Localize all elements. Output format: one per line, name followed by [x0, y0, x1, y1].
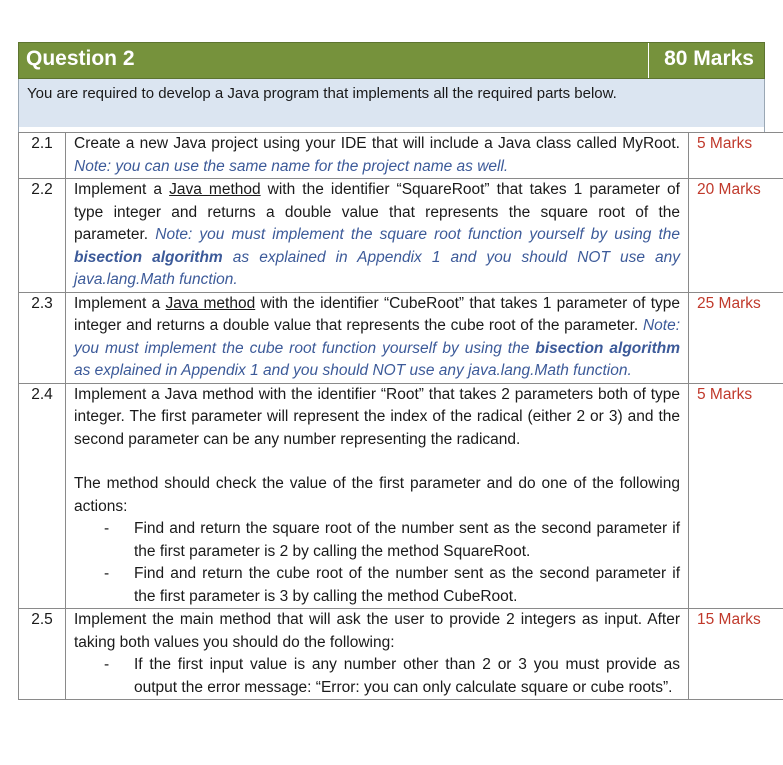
- java-method-link[interactable]: Java method: [165, 294, 256, 312]
- list-item: [104, 563, 680, 608]
- part-marks: 20 Marks: [689, 179, 783, 293]
- part-text: Create a new Java project using your IDE that will include a Java class called MyRoot.: [74, 135, 680, 152]
- part-note: Note: you can use the same name for the project name as well.: [74, 157, 509, 175]
- action-list: [74, 518, 680, 608]
- part-number: 2.5: [19, 609, 66, 700]
- note-emphasis: bisection algorithm: [535, 339, 680, 357]
- part-paragraph: Implement the main method that will ask the user to provide 2 integers as input. After taking both values you should do the following:: [74, 611, 680, 651]
- part-description: [66, 383, 689, 609]
- question-header: [18, 42, 765, 79]
- part-number: 2.4: [19, 383, 66, 609]
- part-number: 2.3: [19, 292, 66, 383]
- part-description: [66, 609, 689, 700]
- part-paragraph: The method should check the value of the first parameter and do one of the following actions:: [74, 475, 680, 515]
- part-marks: 25 Marks: [689, 292, 783, 383]
- list-item-text: Find and return the square root of the number sent as the second parameter if the first parameter is 2 by calling the method SquareRoot.: [134, 520, 680, 560]
- part-marks: 5 Marks: [689, 383, 783, 609]
- question-title: Question 2: [26, 47, 135, 70]
- dash-bullet: -: [104, 520, 110, 537]
- table-row: [19, 383, 783, 609]
- table-row: [19, 609, 783, 700]
- question-frame: [18, 42, 765, 700]
- part-text-post: with the identifier “CubeRoot” that takes 1 parameter of type integer and returns a double value that represents the cube root of the parameter.: [74, 294, 681, 334]
- note-start: Note: you must implement the cube root function yourself by using the: [74, 317, 681, 357]
- part-text-pre: Implement a: [74, 181, 163, 198]
- list-item-text: Find and return the cube root of the number sent as the second parameter if the first parameter is 3 by calling the method CubeRoot.: [134, 565, 680, 605]
- list-item: [104, 654, 680, 699]
- table-row: [19, 133, 783, 179]
- note-start: Note: you must implement the square root function yourself by using the: [155, 226, 680, 243]
- action-list: [74, 654, 680, 699]
- table-row: [19, 292, 783, 383]
- note-end: as explained in Appendix 1 and you should NOT use any java.lang.Math function.: [74, 248, 681, 288]
- java-method-link[interactable]: Java method: [169, 181, 261, 198]
- note-emphasis: bisection algorithm: [74, 248, 223, 266]
- table-row: [19, 179, 783, 293]
- part-note: [74, 226, 680, 288]
- part-number: 2.1: [19, 133, 66, 179]
- total-marks: 80 Marks: [648, 43, 764, 78]
- list-item-text: If the first input value is any number other than 2 or 3 you must provide as output the error message: “Error: you can only calculate square or cube roots”.: [134, 656, 680, 696]
- part-description: [66, 133, 689, 179]
- part-text-pre: Implement a: [74, 294, 161, 312]
- part-number: 2.2: [19, 179, 66, 293]
- parts-table: [18, 132, 783, 700]
- note-end: as explained in Appendix 1 and you should NOT use any java.lang.Math function.: [74, 362, 632, 379]
- intro-text: You are required to develop a Java program that implements all the required parts below.: [18, 79, 765, 127]
- part-text-post: with the identifier “SquareRoot” that takes 1 parameter of type integer and returns a double value that represents the square root of the parameter.: [74, 181, 680, 243]
- dash-bullet: -: [104, 656, 110, 673]
- part-description: [66, 292, 689, 383]
- part-paragraph: Implement a Java method with the identifier “Root” that takes 2 parameters both of type integer. The first parameter will represent the index of the radical (either 2 or 3) and the second parameter can be any number representing the radicand.: [74, 385, 680, 448]
- dash-bullet: -: [104, 565, 110, 582]
- part-marks: 5 Marks: [689, 133, 783, 179]
- paragraph-gap: [74, 451, 680, 473]
- part-description: [66, 179, 689, 293]
- part-marks: 15 Marks: [689, 609, 783, 700]
- list-item: [104, 518, 680, 563]
